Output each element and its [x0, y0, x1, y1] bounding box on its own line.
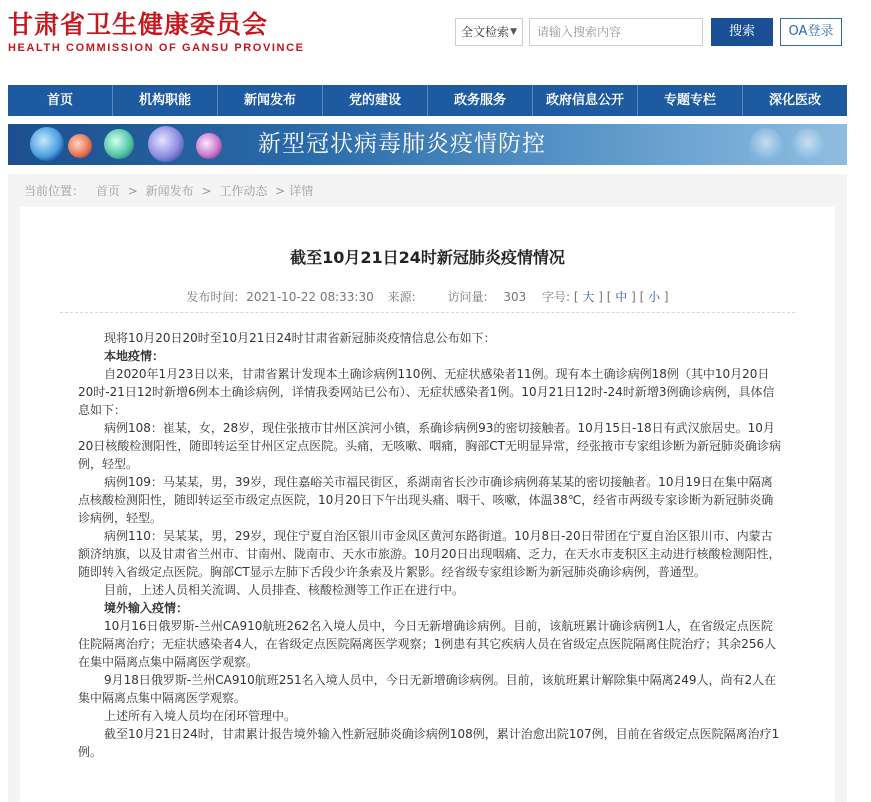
site-header: [0, 0, 871, 84]
article-paragraph: 现将10月20日20时至10月21日24时甘肃省新冠肺炎疫情信息公布如下：: [104, 331, 496, 345]
article-paragraph: 自2020年1月23日以来，甘肃省累计发现本土确诊病例110例、无症状感染者11例。现有本土确诊病例18例（其中10月20日20时-21日12时新增6例本土确诊病例，详情我委网站已公布）、无症状感染者1例。10月21日12时-24时新增3例确诊病例，具体信息如下：: [78, 367, 775, 417]
search-input[interactable]: [529, 18, 703, 46]
nav-item-home[interactable]: 首页: [8, 85, 113, 116]
site-logo[interactable]: [8, 10, 305, 54]
breadcrumb-label: 当前位置：: [24, 184, 85, 198]
article-paragraph: 截至10月21日24时，甘肃累计报告境外输入性新冠肺炎确诊病例108例，累计治愈出院107例，目前在省级定点医院隔离治疗1例。: [78, 727, 780, 759]
nav-item-party[interactable]: 党的建设: [323, 85, 428, 116]
font-size-small[interactable]: 小: [648, 290, 661, 304]
article-paragraph: 上述所有入境人员均在闭环管理中。: [104, 709, 297, 723]
nav-item-news[interactable]: 新闻发布: [218, 85, 323, 116]
nav-item-reform[interactable]: 深化医改: [768, 93, 821, 108]
article-paragraph: 目前，上述人员相关流调、人员排查、核酸检测等工作正在进行中。: [104, 583, 465, 597]
virus-icon: [104, 129, 134, 159]
virus-icon: [30, 127, 64, 161]
publish-time: 2021-10-22 08:33:30: [246, 290, 374, 304]
breadcrumb: 当前位置： 首页 > 新闻发布 > 工作动态 > 详情: [24, 184, 314, 198]
virus-icon: [196, 133, 222, 159]
article-title: 截至10月21日24时新冠肺炎疫情情况: [290, 248, 565, 267]
virus-icon: [148, 126, 184, 162]
section-heading-imported: 境外输入疫情：: [104, 601, 189, 615]
views-count: 303: [503, 290, 527, 304]
publish-time-label: 发布时间:: [186, 290, 239, 304]
font-size-medium[interactable]: 中: [615, 290, 628, 304]
logo-english: HEALTH COMMISSION OF GANSU PROVINCE: [8, 42, 305, 54]
breadcrumb-news[interactable]: 新闻发布: [145, 184, 194, 198]
search-button[interactable]: 搜索: [711, 18, 773, 46]
source-label: 来源:: [387, 290, 416, 304]
banner-title: 新型冠状病毒肺炎疫情防控: [258, 131, 546, 157]
nav-item-functions[interactable]: 机构职能: [113, 85, 218, 116]
breadcrumb-work[interactable]: 工作动态: [219, 184, 268, 198]
lungs-icon: [747, 126, 827, 164]
article-meta: [20, 288, 835, 305]
virus-icon: [68, 134, 92, 158]
article-paragraph: 9月18日俄罗斯-兰州CA910航班251名入境人员中，今日无新增确诊病例。目前，该航班累计解除集中隔离249人，尚有2人在集中隔离点集中隔离医学观察。: [78, 673, 777, 705]
views-label: 访问量:: [447, 290, 488, 304]
search-type-label: 全文检索: [461, 25, 510, 39]
breadcrumb-home[interactable]: 首页: [95, 184, 120, 198]
search-type-select[interactable]: [455, 18, 523, 46]
nav-item-topics[interactable]: 专题专栏: [638, 85, 743, 116]
article-paragraph: 病例109：马某某，男，39岁，现住嘉峪关市福民街区，系湖南省长沙市确诊病例蒋某某的密切接触者。10月19日在集中隔离点核酸检测阳性，随即转运至市级定点医院，10月20日下午出现头痛、咽干、咳嗽，体温38℃，经省市两级专家诊断为新冠肺炎确诊病例，轻型。: [78, 475, 774, 525]
covid-banner[interactable]: [8, 124, 847, 165]
main-nav: [8, 85, 847, 116]
article-body: [78, 329, 782, 761]
nav-item-services[interactable]: 政务服务: [428, 85, 533, 116]
article-paragraph: 10月16日俄罗斯-兰州CA910航班262名入境人员中，今日无新增确诊病例。目前，该航班累计确诊病例1人，在省级定点医院住院隔离治疗；无症状感染者4人，在省级定点医院隔离医学观察；1例患有其它疾病人员在省级定点医院隔离住院治疗；其余256人在集中隔离点集中隔离医学观察。: [78, 619, 777, 669]
breadcrumb-detail: 详情: [289, 184, 314, 198]
nav-item-disclosure[interactable]: 政府信息公开: [533, 85, 638, 116]
logo-chinese: 甘肃省卫生健康委员会: [8, 10, 269, 39]
font-size-large[interactable]: 大: [582, 290, 595, 304]
meta-divider: [60, 312, 795, 313]
chevron-down-icon: ▼: [510, 27, 517, 37]
font-size-label: 字号:: [542, 290, 571, 304]
article-paragraph: 病例108：崔某，女，28岁，现住张掖市甘州区滨河小镇，系确诊病例93的密切接触者。10月15日-18日有武汉旅居史。10月20日核酸检测阳性，随即转运至甘州区定点医院。头痛，无咳嗽、咽痛，胸部CT无明显异常，经张掖市专家组诊断为新冠肺炎确诊病例，轻型。: [78, 421, 781, 471]
section-heading-local: 本地疫情：: [104, 349, 165, 363]
article-paragraph: 病例110：吴某某，男，29岁，现住宁夏自治区银川市金凤区黄河东路街道。10月8日-20日带团在宁夏自治区银川市、内蒙古额济纳旗，以及甘肃省兰州市、甘南州、陇南市、天水市旅游。10月20日出现咽痛、乏力，在天水市麦积区主动进行核酸检测阳性，随即转入省级定点医院。胸部CT显示左肺下舌段少许条索及片絮影。经省级专家组诊断为新冠肺炎确诊病例，普通型。: [78, 529, 781, 579]
oa-login-button[interactable]: OA登录: [780, 18, 842, 46]
font-size-controls: [ 大 ] [ 中 ] [ 小 ]: [573, 290, 669, 304]
